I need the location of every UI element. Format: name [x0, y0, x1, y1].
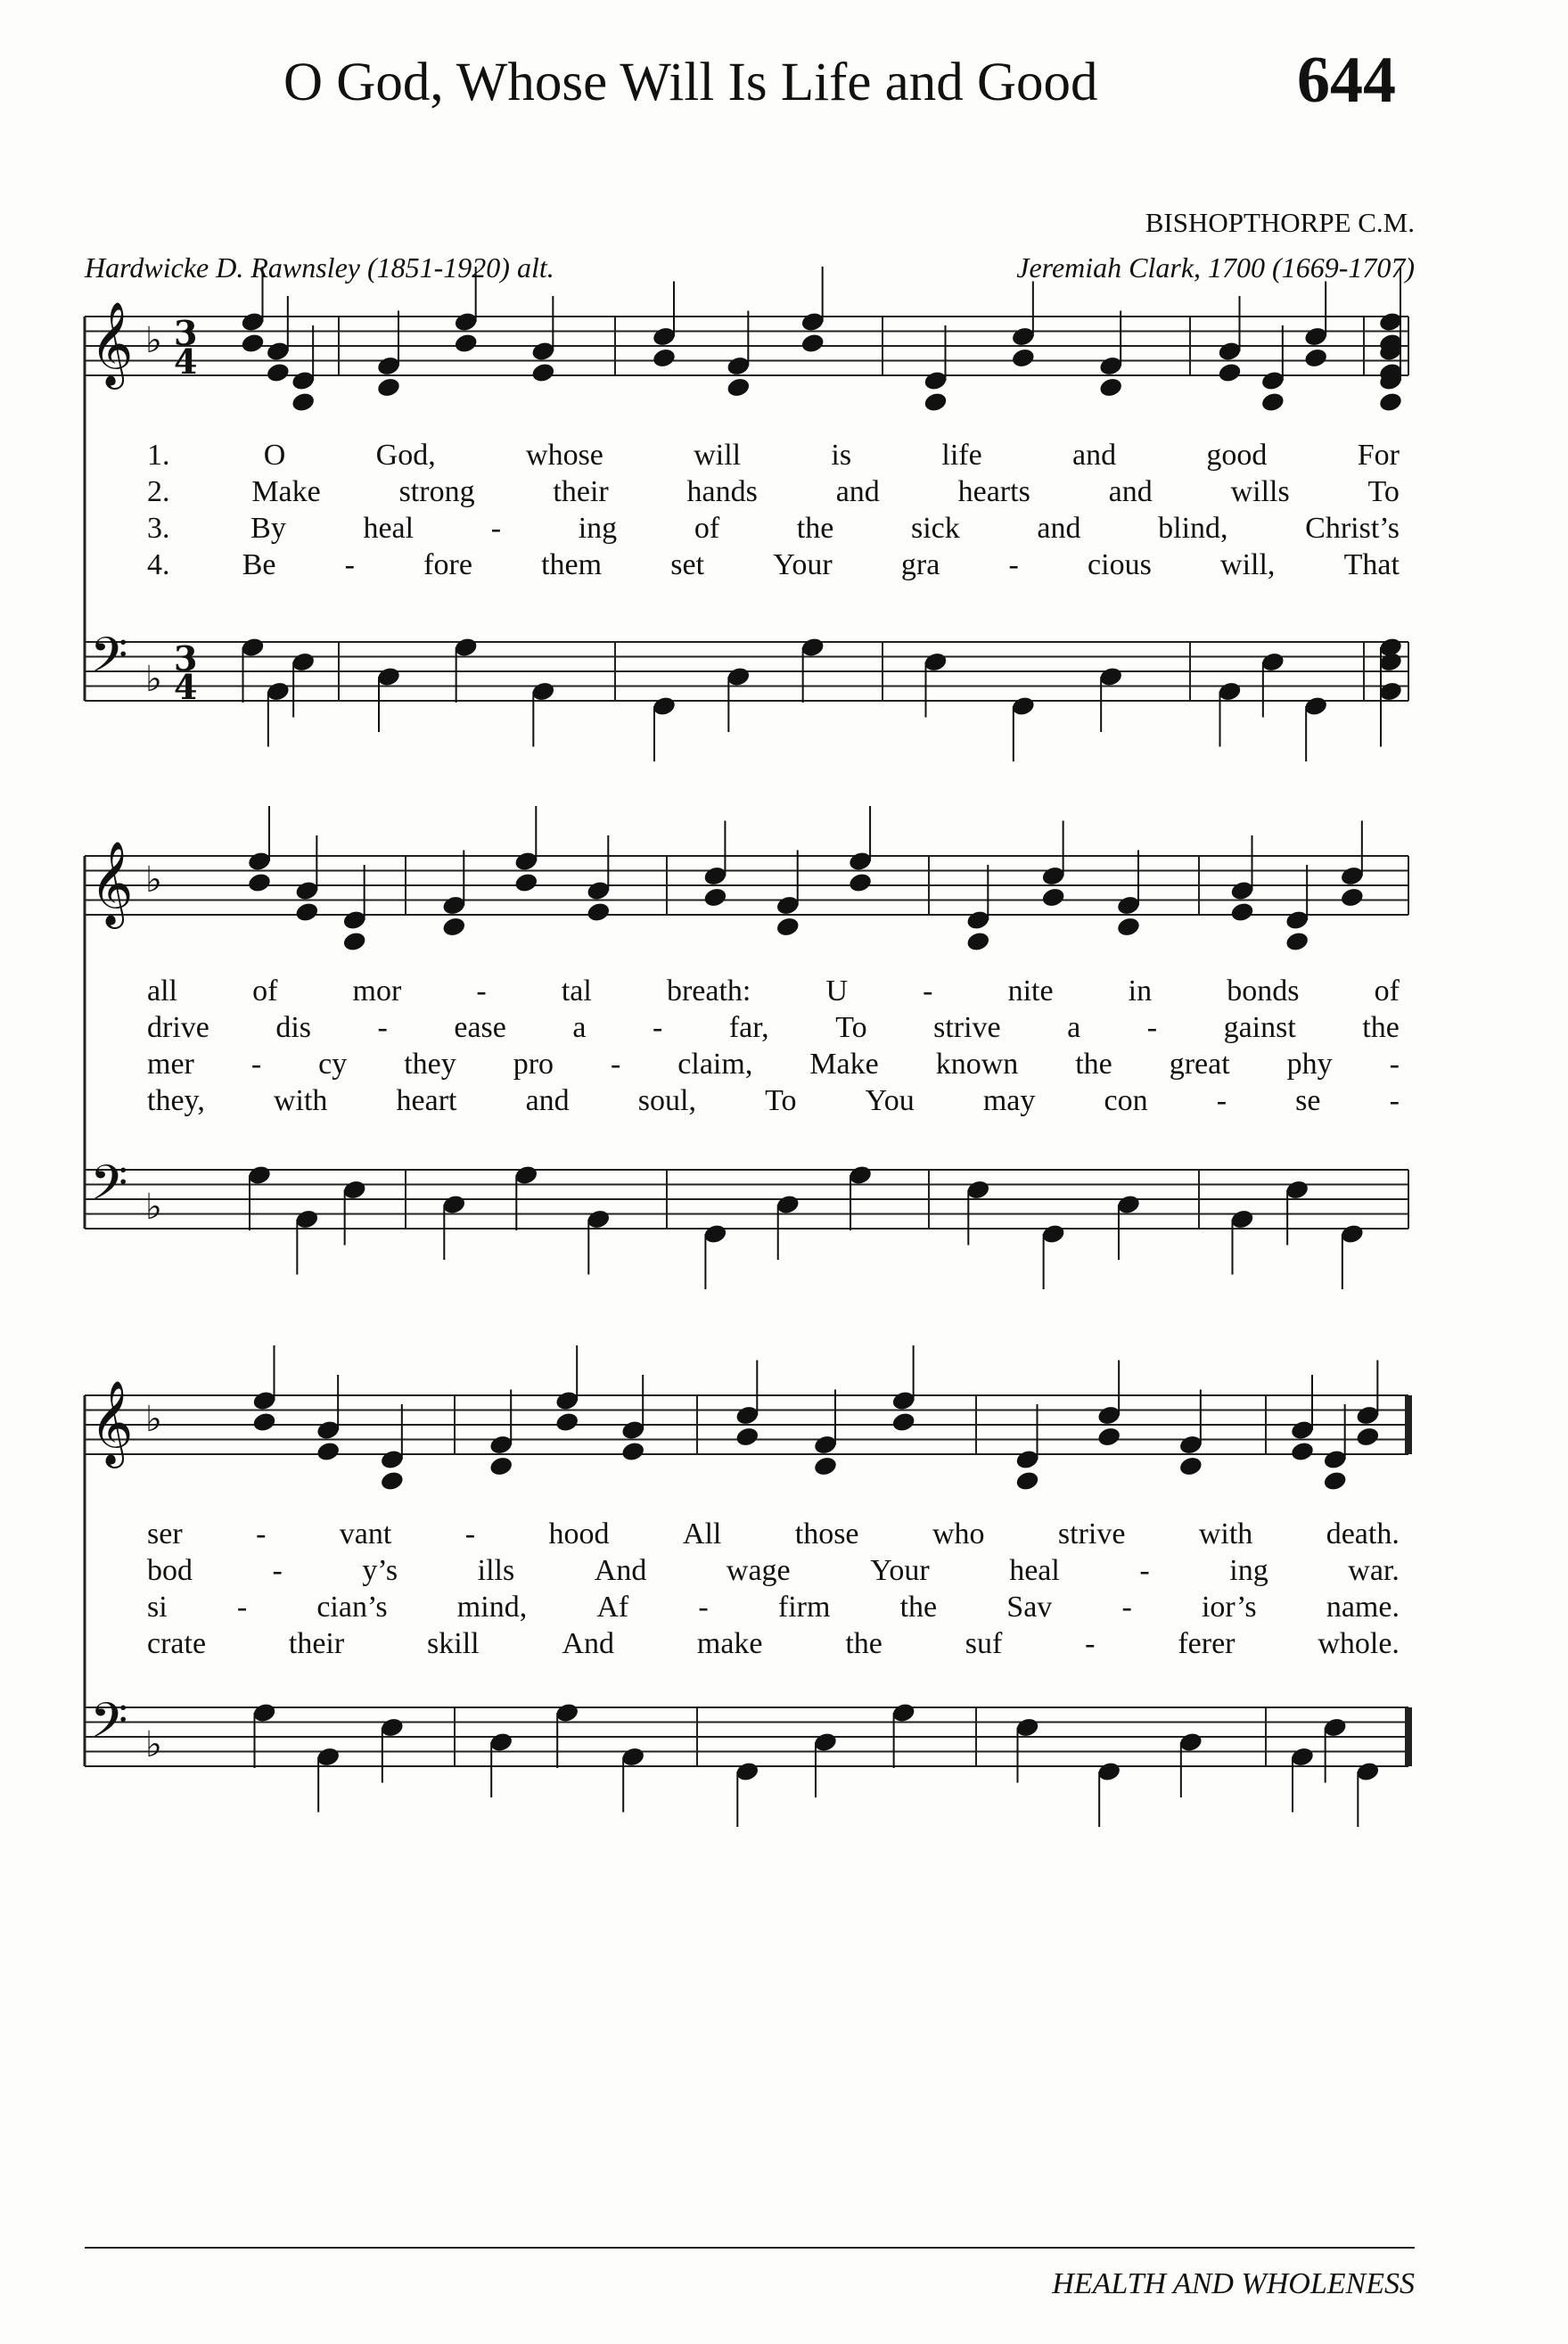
note-head	[1378, 391, 1404, 413]
note-head	[1178, 1455, 1203, 1477]
lyric-syllable: -	[377, 1011, 388, 1044]
lyric-syllable: known	[935, 1048, 1019, 1081]
lyric-line	[147, 475, 1400, 509]
lyric-syllable: life	[941, 439, 982, 472]
lyric-line	[147, 1517, 1400, 1551]
note-head	[265, 361, 291, 383]
bass-clef: 𝄢	[90, 1155, 128, 1223]
lyric-syllable: those	[794, 1517, 859, 1550]
lyric-syllable: good	[1206, 439, 1268, 472]
note-head	[291, 391, 316, 413]
lyric-syllable: Your	[870, 1554, 930, 1587]
lyric-syllable: cious	[1088, 548, 1152, 581]
lyric-syllable: You	[865, 1084, 915, 1117]
lyric-syllable: mer	[147, 1048, 194, 1081]
lyric-syllable: far,	[728, 1011, 769, 1044]
lyric-syllable: ing	[1229, 1554, 1268, 1587]
lyric-line	[147, 1627, 1400, 1661]
note-head	[316, 1440, 341, 1462]
note-head	[1355, 1426, 1381, 1448]
treble-clef: 𝄞	[90, 1380, 134, 1465]
lyric-syllable: whole.	[1318, 1627, 1400, 1660]
lyric-syllable: set	[670, 548, 705, 581]
lyric-syllable: with	[1198, 1517, 1253, 1550]
lyric-syllable: To	[765, 1084, 797, 1117]
note-head	[620, 1440, 646, 1462]
note-head	[652, 347, 677, 369]
lyric-syllable: is	[831, 439, 852, 472]
note-head	[1010, 347, 1036, 369]
lyric-syllable: -	[464, 1517, 476, 1550]
note-head	[251, 1411, 277, 1433]
lyric-syllable: suf	[965, 1627, 1003, 1660]
note-head	[813, 1455, 839, 1477]
lyric-syllable: strive	[1057, 1517, 1126, 1550]
lyric-syllable: their	[288, 1627, 345, 1660]
lyric-line	[147, 439, 1400, 473]
lyric-syllable: strive	[933, 1011, 1001, 1044]
lyric-syllable: se	[1295, 1084, 1321, 1117]
lyric-syllable: ior’s	[1201, 1591, 1257, 1624]
lyric-syllable: hood	[548, 1517, 610, 1550]
lyric-syllable: the	[845, 1627, 883, 1660]
note-head	[1096, 1426, 1122, 1448]
lyric-syllable: they,	[147, 1084, 205, 1117]
lyric-syllable: All	[682, 1517, 722, 1550]
lyric-syllable: and	[835, 475, 880, 508]
note-head	[586, 901, 612, 923]
note-head	[965, 930, 991, 952]
lyric-syllable: ing	[578, 512, 618, 545]
time-signature-top: 3	[174, 638, 198, 679]
lyric-syllable: U	[825, 975, 849, 1008]
lyric-syllable: death.	[1326, 1517, 1400, 1550]
lyric-syllable: ser	[147, 1517, 183, 1550]
lyric-syllable: -	[611, 1048, 621, 1081]
lyric-syllable: skill	[427, 1627, 480, 1660]
lyric-syllable: For	[1357, 439, 1400, 472]
lyric-syllable: with	[273, 1084, 328, 1117]
lyric-syllable: ease	[454, 1011, 506, 1044]
flat-key-signature: ♭	[145, 1399, 162, 1440]
lyric-syllable: And	[562, 1627, 615, 1660]
lyric-syllable: Sav	[1006, 1591, 1053, 1624]
lyric-syllable: drive	[147, 1011, 209, 1044]
lyric-syllable: -	[652, 1011, 663, 1044]
bass-clef: 𝄢	[90, 627, 128, 695]
lyric-syllable: wills	[1230, 475, 1290, 508]
note-head	[240, 332, 266, 354]
lyric-line	[147, 548, 1400, 582]
hymn-number: 644	[1297, 44, 1396, 117]
lyric-syllable: -	[490, 512, 502, 545]
lyric-syllable: -	[1146, 1011, 1158, 1044]
note-head	[1290, 1440, 1316, 1462]
lyric-syllable: And	[594, 1554, 647, 1587]
lyric-syllable: y’s	[362, 1554, 398, 1587]
lyric-syllable: si	[147, 1591, 168, 1624]
note-head	[341, 930, 367, 952]
lyric-syllable: God,	[375, 439, 436, 472]
note-head	[1217, 361, 1243, 383]
lyric-syllable: hearts	[957, 475, 1030, 508]
lyric-syllable: -	[476, 975, 487, 1008]
lyric-line	[147, 1591, 1400, 1624]
text-author: Hardwicke D. Rawnsley (1851-1920) alt.	[85, 251, 554, 284]
flat-key-signature: ♭	[145, 320, 162, 361]
lyric-syllable: them	[541, 548, 603, 581]
lyric-syllable: a	[572, 1011, 587, 1044]
lyric-syllable: Make	[809, 1048, 879, 1081]
note-head	[1339, 886, 1365, 909]
flat-key-signature: ♭	[145, 1187, 162, 1228]
lyric-line	[147, 975, 1400, 1008]
lyric-syllable: -	[698, 1591, 709, 1624]
music-composer: Jeremiah Clark, 1700 (1669-1707)	[1016, 251, 1415, 284]
lyric-syllable: may	[982, 1084, 1036, 1117]
lyric-syllable: will	[694, 439, 742, 472]
note-head	[923, 391, 948, 413]
lyric-syllable: who	[932, 1517, 985, 1550]
footer-rule	[85, 2247, 1415, 2249]
lyric-syllable: Make	[251, 475, 321, 508]
lyric-syllable: crate	[147, 1627, 207, 1660]
flat-key-signature: ♭	[145, 659, 162, 700]
lyric-syllable: con	[1104, 1084, 1148, 1117]
note-head	[702, 886, 728, 909]
lyric-syllable: bod	[147, 1554, 193, 1587]
verse-number: 2.	[147, 475, 170, 508]
lyric-syllable: the	[796, 512, 834, 545]
note-head	[441, 916, 467, 938]
lyric-syllable: and	[1108, 475, 1153, 508]
lyric-syllable: Christ’s	[1305, 512, 1400, 545]
lyric-syllable: -	[1121, 1591, 1132, 1624]
lyric-syllable: ferer	[1178, 1627, 1236, 1660]
note-head	[1229, 901, 1255, 923]
lyric-syllable: hands	[686, 475, 758, 508]
lyric-syllable: gainst	[1223, 1011, 1296, 1044]
lyric-syllable: nite	[1007, 975, 1054, 1008]
note-head	[775, 916, 800, 938]
time-signature-top: 3	[174, 313, 198, 353]
verse-number: 1.	[147, 439, 170, 472]
lyric-syllable: -	[272, 1554, 283, 1587]
tune-name: BISHOPTHORPE C.M.	[1145, 207, 1415, 238]
note-head	[513, 871, 539, 893]
hymnal-category: HEALTH AND WHOLENESS	[1052, 2267, 1415, 2300]
lyric-syllable: soul,	[637, 1084, 696, 1117]
lyric-syllable: whose	[526, 439, 603, 472]
lyric-line	[147, 1011, 1400, 1045]
note-head	[294, 901, 320, 923]
note-head	[488, 1455, 514, 1477]
lyric-syllable: the	[899, 1591, 938, 1624]
lyric-syllable: sick	[910, 512, 960, 545]
lyric-line	[147, 1048, 1400, 1082]
lyric-syllable: claim,	[677, 1048, 753, 1081]
note-head	[1040, 886, 1066, 909]
lyric-syllable: -	[1008, 548, 1019, 581]
lyric-syllable: ills	[477, 1554, 515, 1587]
lyric-syllable: Your	[773, 548, 833, 581]
lyric-line	[147, 1084, 1400, 1118]
lyric-line	[147, 512, 1400, 546]
note-head	[1260, 391, 1285, 413]
lyric-syllable: To	[1367, 475, 1400, 508]
lyric-syllable: -	[256, 1517, 267, 1550]
lyric-syllable: Af	[596, 1591, 629, 1624]
lyric-syllable: of	[1374, 975, 1400, 1008]
lyric-syllable: of	[694, 512, 720, 545]
note-head	[735, 1426, 760, 1448]
note-head	[726, 376, 751, 399]
lyric-line	[147, 1554, 1400, 1588]
lyric-syllable: firm	[777, 1591, 831, 1624]
lyric-syllable: mor	[352, 975, 402, 1008]
lyric-syllable: name.	[1326, 1591, 1400, 1624]
lyric-syllable: Be	[242, 548, 276, 581]
hymn-title: O God, Whose Will Is Life and Good	[283, 53, 1098, 112]
flat-key-signature: ♭	[145, 1724, 162, 1765]
lyric-syllable: heal	[1009, 1554, 1060, 1587]
note-head	[1014, 1469, 1040, 1492]
note-head	[1303, 347, 1329, 369]
note-head	[848, 871, 874, 893]
lyric-syllable: tal	[561, 975, 592, 1008]
lyric-syllable: -	[1085, 1627, 1096, 1660]
lyric-syllable: war.	[1348, 1554, 1400, 1587]
lyric-syllable: wage	[726, 1554, 791, 1587]
lyric-syllable: -	[923, 975, 933, 1008]
lyric-syllable: -	[250, 1048, 262, 1081]
lyric-syllable: the	[1075, 1048, 1112, 1081]
lyric-syllable: heart	[396, 1084, 457, 1117]
lyric-syllable: gra	[900, 548, 940, 581]
note-head	[379, 1469, 405, 1492]
lyric-syllable: That	[1343, 548, 1400, 581]
note-head	[800, 332, 825, 354]
note-head	[376, 376, 402, 399]
lyric-syllable: great	[1169, 1048, 1230, 1081]
lyric-syllable: and	[1037, 512, 1081, 545]
note-head	[530, 361, 556, 383]
lyric-syllable: vant	[339, 1517, 392, 1550]
treble-clef: 𝄞	[90, 301, 134, 386]
bass-clef: 𝄢	[90, 1692, 128, 1761]
lyric-syllable: cy	[318, 1048, 348, 1081]
lyric-syllable: the	[1362, 1011, 1400, 1044]
lyric-syllable: pro	[513, 1048, 554, 1081]
lyric-syllable: they	[404, 1048, 456, 1081]
lyric-syllable: all	[147, 975, 177, 1008]
note-head	[891, 1411, 916, 1433]
lyric-syllable: -	[1389, 1084, 1400, 1117]
note-head	[554, 1411, 580, 1433]
lyric-syllable: cian’s	[316, 1591, 388, 1624]
lyric-syllable: a	[1067, 1011, 1081, 1044]
flat-key-signature: ♭	[145, 859, 162, 901]
lyric-syllable: -	[236, 1591, 248, 1624]
lyric-syllable: make	[696, 1627, 763, 1660]
note-head	[1116, 916, 1142, 938]
note-head	[247, 871, 273, 893]
verse-number: 3.	[147, 512, 170, 545]
lyric-syllable: breath:	[666, 975, 751, 1008]
note-head	[1322, 1469, 1348, 1492]
lyric-syllable: dis	[275, 1011, 312, 1044]
verse-number: 4.	[147, 548, 170, 581]
lyric-syllable: By	[250, 512, 286, 545]
lyric-syllable: strong	[398, 475, 475, 508]
lyric-syllable: -	[1139, 1554, 1150, 1587]
time-signature-bottom: 4	[174, 667, 198, 707]
note-head	[453, 332, 479, 354]
lyric-syllable: heal	[363, 512, 415, 545]
lyric-syllable: fore	[423, 548, 472, 581]
lyric-syllable: and	[525, 1084, 570, 1117]
lyric-syllable: and	[1072, 439, 1117, 472]
lyric-syllable: -	[1389, 1048, 1400, 1081]
time-signature-bottom: 4	[174, 341, 198, 382]
note-head	[1285, 930, 1310, 952]
lyric-syllable: mind,	[456, 1591, 528, 1624]
lyric-syllable: in	[1128, 975, 1153, 1008]
lyric-syllable: blind,	[1158, 512, 1228, 545]
lyric-syllable: phy	[1286, 1048, 1333, 1081]
lyric-syllable: of	[252, 975, 278, 1008]
lyric-syllable: bonds	[1227, 975, 1300, 1008]
treble-clef: 𝄞	[90, 841, 134, 925]
lyric-syllable: their	[553, 475, 609, 508]
lyric-syllable: -	[1216, 1084, 1227, 1117]
lyric-syllable: will,	[1220, 548, 1276, 581]
lyric-syllable: -	[344, 548, 355, 581]
lyric-syllable: To	[835, 1011, 867, 1044]
note-head	[1098, 376, 1124, 399]
lyric-syllable: O	[263, 439, 286, 472]
